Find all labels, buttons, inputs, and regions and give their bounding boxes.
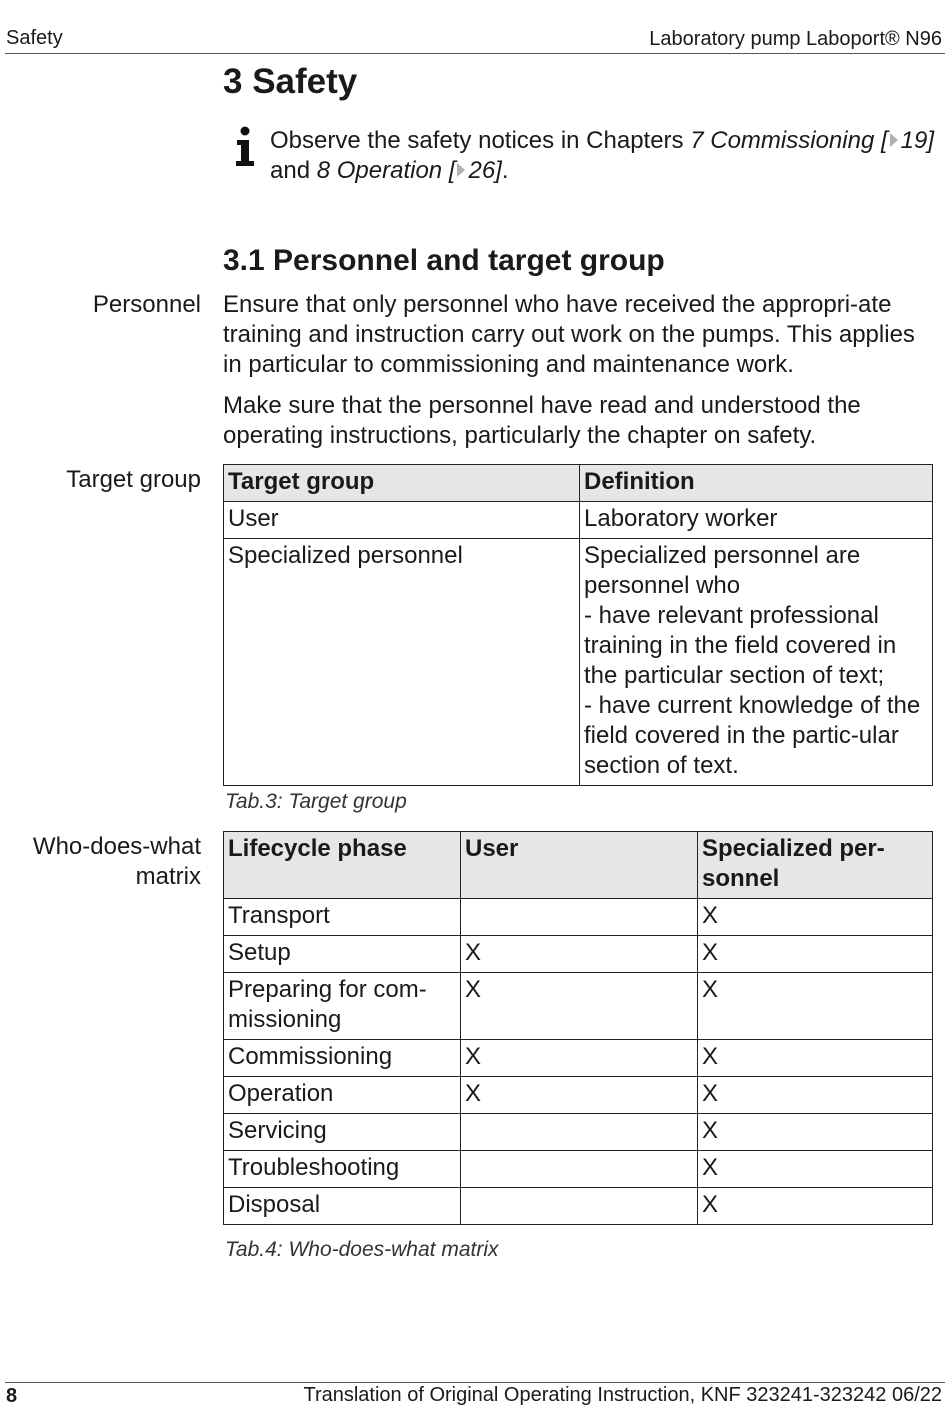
footer-text: Translation of Original Operating Instruction, KNF 323241-323242 06/22 [303, 1384, 942, 1406]
table-cell: X [461, 973, 698, 1040]
table-row [224, 973, 933, 1040]
notice-ref-operation-open: [ [448, 157, 456, 184]
table-cell: Setup [224, 936, 461, 973]
notice-ref-commissioning-page[interactable]: 19] [900, 127, 935, 154]
notice-ref-commissioning-open: [ [880, 127, 888, 154]
table-cell: Specialized personnel are personnel who - have relevant professional training in the field covered in the particular section of text; - have current knowledge of the field covered in the partic-ular section of text. [580, 539, 933, 786]
header-product: Laboratory pump Laboport® N96 [649, 28, 942, 50]
table-row [224, 539, 933, 786]
table-cell: X [461, 936, 698, 973]
info-icon [233, 123, 257, 171]
table-header-cell: Specialized per-sonnel [698, 832, 933, 899]
table-cell: X [698, 1040, 933, 1077]
table-cell: X [698, 1151, 933, 1188]
table-cell: Transport [224, 899, 461, 936]
table-row [224, 1077, 933, 1114]
table-row [224, 502, 933, 539]
matrix-caption: Tab.4: Who-does-what matrix [225, 1238, 499, 1261]
table-cell: X [698, 973, 933, 1040]
table-cell: X [698, 1114, 933, 1151]
table-cell [461, 1188, 698, 1225]
table-cell [461, 1114, 698, 1151]
table-row [224, 1151, 933, 1188]
target-group-caption: Tab.3: Target group [225, 790, 407, 813]
table-cell: Troubleshooting [224, 1151, 461, 1188]
page-number: 8 [6, 1385, 18, 1407]
personnel-paragraph-2: Make sure that the personnel have read and understood the operating instructions, particularly the chapter on safety. [223, 392, 861, 449]
table-cell: Laboratory worker [580, 502, 933, 539]
table-cell: Disposal [224, 1188, 461, 1225]
table-row [224, 1040, 933, 1077]
table-cell: X [461, 1077, 698, 1114]
notice-end: . [501, 157, 509, 184]
table-header-row [224, 832, 933, 899]
table-cell: User [224, 502, 580, 539]
page-ref-arrow-icon [890, 133, 898, 147]
table-cell [461, 899, 698, 936]
chapter-title: 3 Safety [223, 62, 358, 101]
notice-ref-commissioning[interactable]: 7 Commissioning [690, 127, 875, 154]
table-cell: X [461, 1040, 698, 1077]
target-group-label: Target group [66, 466, 201, 493]
target-group-table [223, 464, 933, 786]
notice-ref-operation-page[interactable]: 26] [468, 157, 502, 184]
table-header-cell: User [461, 832, 698, 899]
header-section: Safety [6, 27, 63, 49]
table-cell: Operation [224, 1077, 461, 1114]
table-header-row [224, 465, 933, 502]
notice-text-before: Observe the safety notices in Chapters [270, 127, 691, 154]
table-cell: Servicing [224, 1114, 461, 1151]
matrix-label: Who-does-what matrix [32, 833, 201, 890]
safety-notice [270, 126, 940, 186]
table-cell: Preparing for com-missioning [224, 973, 461, 1040]
table-cell: X [698, 1077, 933, 1114]
section-title: 3.1 Personnel and target group [223, 244, 665, 277]
table-row [224, 1188, 933, 1225]
table-header-cell: Lifecycle phase [224, 832, 461, 899]
personnel-label: Personnel [92, 291, 201, 318]
table-header-cell: Definition [580, 465, 933, 502]
header-divider [5, 53, 945, 54]
table-header-cell: Target group [224, 465, 580, 502]
table-cell: Commissioning [224, 1040, 461, 1077]
notice-middle: and [270, 157, 317, 184]
personnel-paragraph-1: Ensure that only personnel who have received the appropri-ate training and instruction carry out work on the pumps. This applies in particular to commissioning and maintenance work. [223, 291, 915, 378]
table-cell [461, 1151, 698, 1188]
page-ref-arrow-icon [457, 163, 465, 177]
table-cell: Specialized personnel [224, 539, 580, 786]
table-cell: X [698, 936, 933, 973]
table-row [224, 936, 933, 973]
table-row [224, 1114, 933, 1151]
table-cell: X [698, 899, 933, 936]
notice-ref-operation[interactable]: 8 Operation [316, 157, 443, 184]
footer-divider [5, 1382, 945, 1383]
table-row [224, 899, 933, 936]
who-does-what-table [223, 831, 933, 1225]
table-cell: X [698, 1188, 933, 1225]
